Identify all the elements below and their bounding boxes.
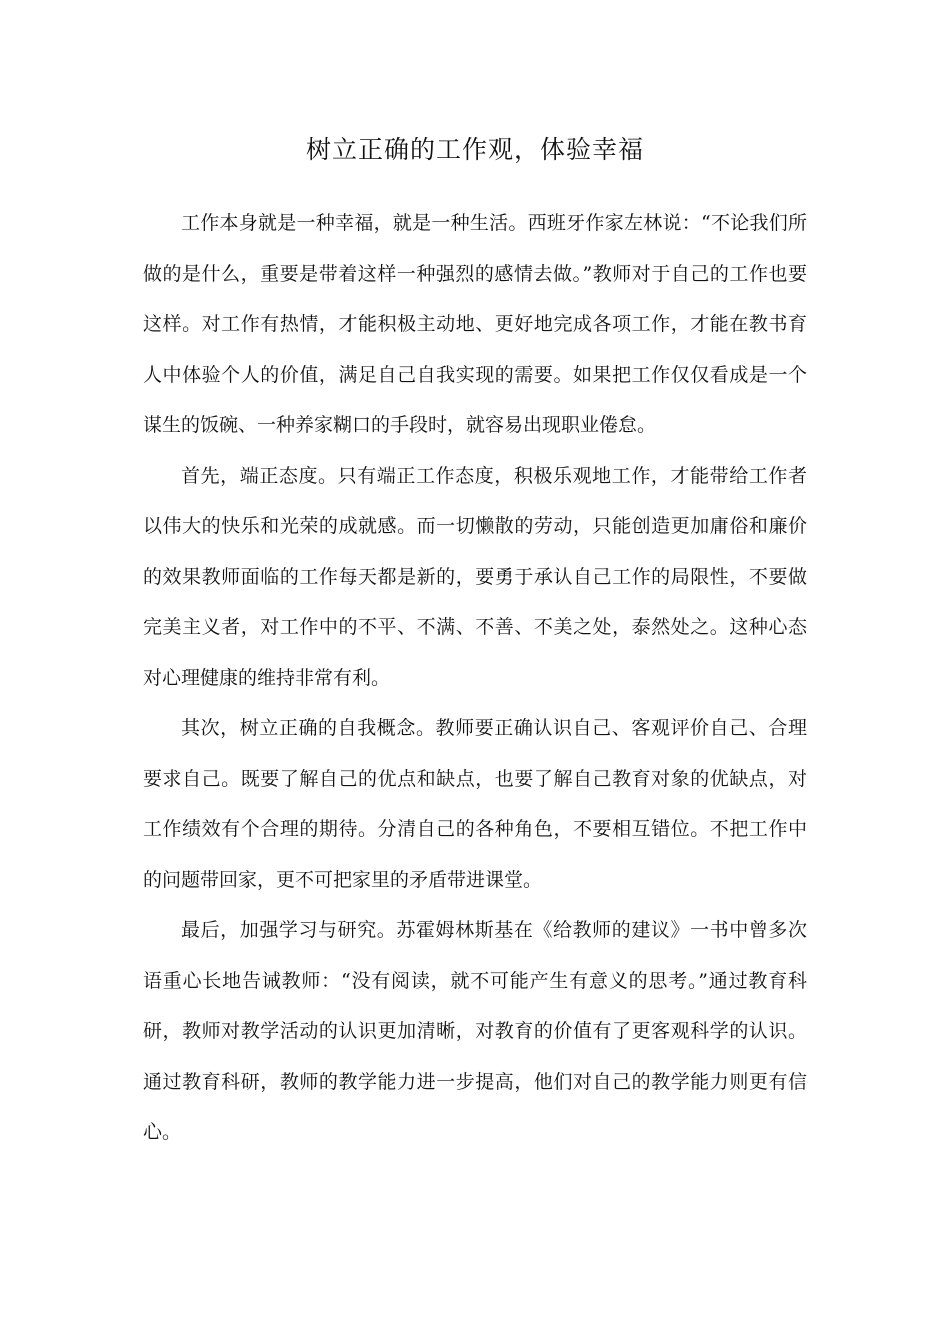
document-body: [143, 198, 807, 1158]
paragraph-last: 最后，加强学习与研究。苏霍姆林斯基在《给教师的建议》一书中曾多次语重心长地告诫教师：“没有阅读，就不可能产生有意义的思考。”通过教育科研，教师对教学活动的认识更加清晰，对教育的价值有了更客观科学的认识。通过教育科研，教师的教学能力进一步提高，他们对自己的教学能力则更有信心。: [143, 919, 807, 1143]
paragraph-second: 其次，树立正确的自我概念。教师要正确认识自己、客观评价自己、合理要求自己。既要了解自己的优点和缺点，也要了解自己教育对象的优缺点，对工作绩效有个合理的期待。分清自己的各种角色，不要相互错位。不把工作中的问题带回家，更不可把家里的矛盾带进课堂。: [143, 717, 807, 891]
paragraph-intro: 工作本身就是一种幸福，就是一种生活。西班牙作家左林说：“不论我们所做的是什么，重要是带着这样一种强烈的感情去做。”教师对于自己的工作也要这样。对工作有热情，才能积极主动地、更好地完成各项工作，才能在教书育人中体验个人的价值，满足自己自我实现的需要。如果把工作仅仅看成是一个谋生的饭碗、一种养家糊口的手段时，就容易出现职业倦怠。: [143, 212, 807, 436]
document-title: 树立正确的工作观，体验幸福: [305, 135, 644, 164]
paragraph-first: 首先，端正态度。只有端正工作态度，积极乐观地工作，才能带给工作者以伟大的快乐和光荣的成就感。而一切懒散的劳动，只能创造更加庸俗和廉价的效果教师面临的工作每天都是新的，要勇于承认自己工作的局限性，不要做完美主义者，对工作中的不平、不满、不善、不美之处，泰然处之。这种心态对心理健康的维持非常有利。: [143, 464, 807, 689]
